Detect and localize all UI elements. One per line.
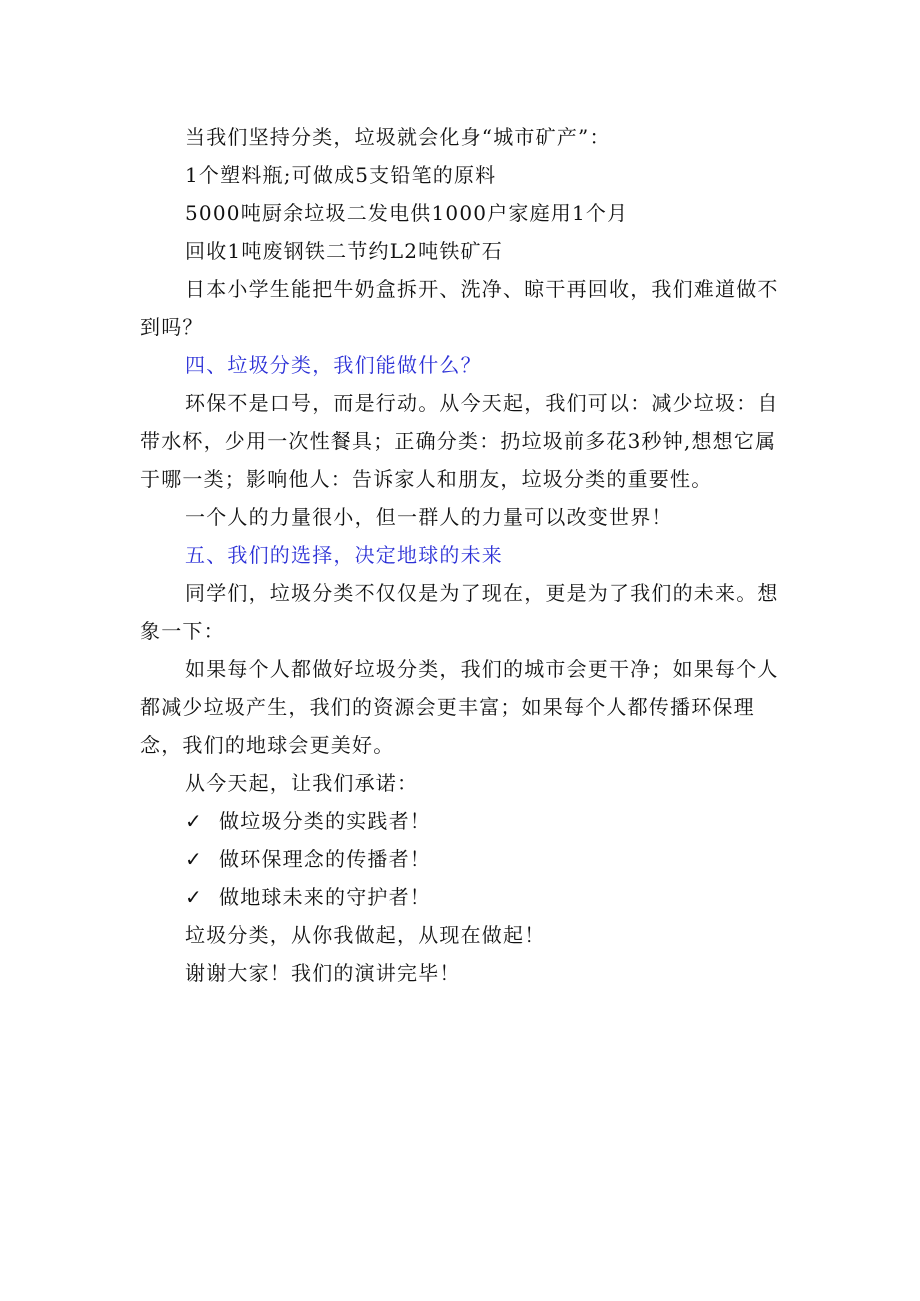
- check-mark-icon: ✓: [185, 847, 203, 871]
- paragraph-thanks: 谢谢大家！我们的演讲完毕！: [185, 961, 461, 985]
- paragraph-japan-students: 日本小学生能把牛奶盒拆开、洗净、晾干再回收，我们难道做不到吗？: [140, 277, 779, 339]
- check-mark-icon: ✓: [185, 885, 203, 909]
- paragraph-steel-recycling: 回收1吨废钢铁二节约L2吨铁矿石: [185, 239, 503, 263]
- pledge-text: 做地球未来的守护者！: [219, 885, 431, 909]
- pledge-item: [140, 878, 786, 916]
- section-heading-four: 四、垃圾分类，我们能做什么？: [185, 353, 482, 377]
- paragraph-actions: 环保不是口号，而是行动。从今天起，我们可以：减少垃圾：自带水杯，少用一次性餐具；正确分类：扔垃圾前多花3秒钟,想想它属于哪一类；影响他人：告诉家人和朋友，垃圾分类的重要性。: [140, 391, 779, 491]
- pledge-text: 做环保理念的传播者！: [219, 847, 431, 871]
- paragraph-kitchen-waste: 5000吨厨余垃圾二发电供1000户家庭用1个月: [185, 201, 629, 225]
- paragraph-city-mines: 当我们坚持分类，垃圾就会化身“城市矿产”：: [185, 125, 611, 149]
- paragraph-start-now: 垃圾分类，从你我做起，从现在做起！: [185, 923, 546, 947]
- paragraph-power-of-many: 一个人的力量很小，但一群人的力量可以改变世界！: [185, 505, 673, 529]
- pledge-text: 做垃圾分类的实践者！: [219, 809, 431, 833]
- paragraph-future: 同学们，垃圾分类不仅仅是为了现在，更是为了我们的未来。想象一下：: [140, 581, 779, 643]
- pledge-item: [140, 802, 786, 840]
- pledge-item: [140, 840, 786, 878]
- paragraph-promise: 从今天起，让我们承诺：: [185, 771, 419, 795]
- paragraph-if-everyone: 如果每个人都做好垃圾分类，我们的城市会更干净；如果每个人都减少垃圾产生，我们的资源会更丰富；如果每个人都传播环保理念，我们的地球会更美好。: [140, 657, 779, 757]
- paragraph-plastic-bottle: 1个塑料瓶;可做成5支铅笔的原料: [185, 163, 497, 187]
- section-heading-five: 五、我们的选择，决定地球的未来: [185, 543, 503, 567]
- check-mark-icon: ✓: [185, 809, 203, 833]
- document-body: [140, 118, 786, 992]
